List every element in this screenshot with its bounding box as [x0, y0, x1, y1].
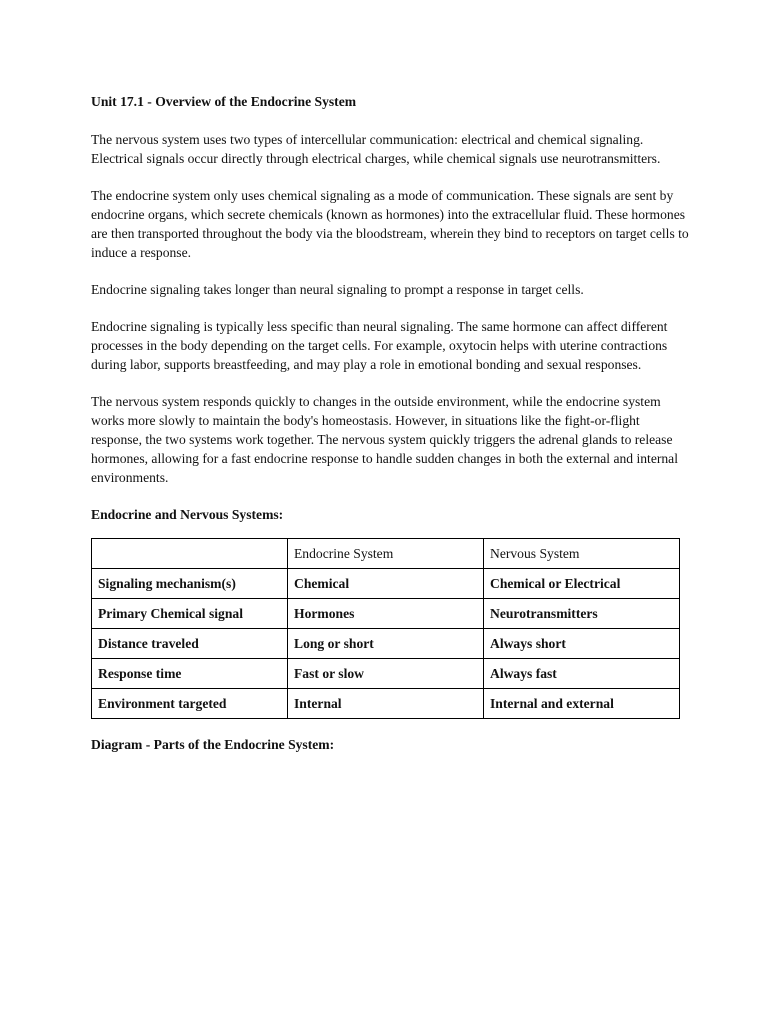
table-row: [92, 659, 680, 689]
table-cell: Long or short: [288, 629, 484, 659]
table-header-cell: [92, 539, 288, 569]
table-cell: Internal: [288, 689, 484, 719]
table-cell: Neurotransmitters: [484, 599, 680, 629]
document-page: [91, 92, 691, 768]
table-header-row: [92, 539, 680, 569]
table-cell: Chemical: [288, 569, 484, 599]
table-heading: Endocrine and Nervous Systems:: [91, 507, 284, 522]
table-cell: Fast or slow: [288, 659, 484, 689]
table-cell: Chemical or Electrical: [484, 569, 680, 599]
table-header-cell: Nervous System: [484, 539, 680, 569]
paragraph-endocrine-signaling: The endocrine system only uses chemical signaling as a mode of communication. These signals are sent by endocrine organs, which secrete chemicals (known as hormones) into the extracellular fluid. These hormones are then transported throughout the body via the bloodstream, wherein they bind to receptors on target cells to induce a response.: [91, 188, 689, 260]
comparison-table: [91, 538, 680, 719]
table-cell: Always short: [484, 629, 680, 659]
table-cell: Environment targeted: [92, 689, 288, 719]
document-title: Unit 17.1 - Overview of the Endocrine System: [91, 94, 357, 109]
table-row: [92, 569, 680, 599]
table-row: [92, 629, 680, 659]
table-cell: Always fast: [484, 659, 680, 689]
paragraph-signaling-specificity: Endocrine signaling is typically less specific than neural signaling. The same hormone can affect different processes in the body depending on the target cells. For example, oxytocin helps with uterine contractions during labor, supports breastfeeding, and may play a role in emotional bonding and sexual responses.: [91, 319, 668, 372]
diagram-heading: Diagram - Parts of the Endocrine System:: [91, 737, 335, 752]
table-cell: Primary Chemical signal: [92, 599, 288, 629]
table-cell: Hormones: [288, 599, 484, 629]
table-cell: Distance traveled: [92, 629, 288, 659]
paragraph-signaling-speed: Endocrine signaling takes longer than neural signaling to prompt a response in target cells.: [91, 282, 584, 297]
paragraph-communication-types: The nervous system uses two types of intercellular communication: electrical and chemical signaling. Electrical signals occur directly through electrical charges, while chemical signals use neurotransmitters.: [91, 132, 661, 166]
table-cell: Internal and external: [484, 689, 680, 719]
table-row: [92, 689, 680, 719]
table-row: [92, 599, 680, 629]
table-header-cell: Endocrine System: [288, 539, 484, 569]
paragraph-systems-cooperation: The nervous system responds quickly to changes in the outside environment, while the endocrine system works more slowly to maintain the body's homeostasis. However, in situations like the fight-or-flight response, the two systems work together. The nervous system quickly triggers the adrenal glands to release hormones, allowing for a fast endocrine response to handle sudden changes in both the external and internal environments.: [91, 394, 678, 485]
table-cell: Response time: [92, 659, 288, 689]
table-cell: Signaling mechanism(s): [92, 569, 288, 599]
